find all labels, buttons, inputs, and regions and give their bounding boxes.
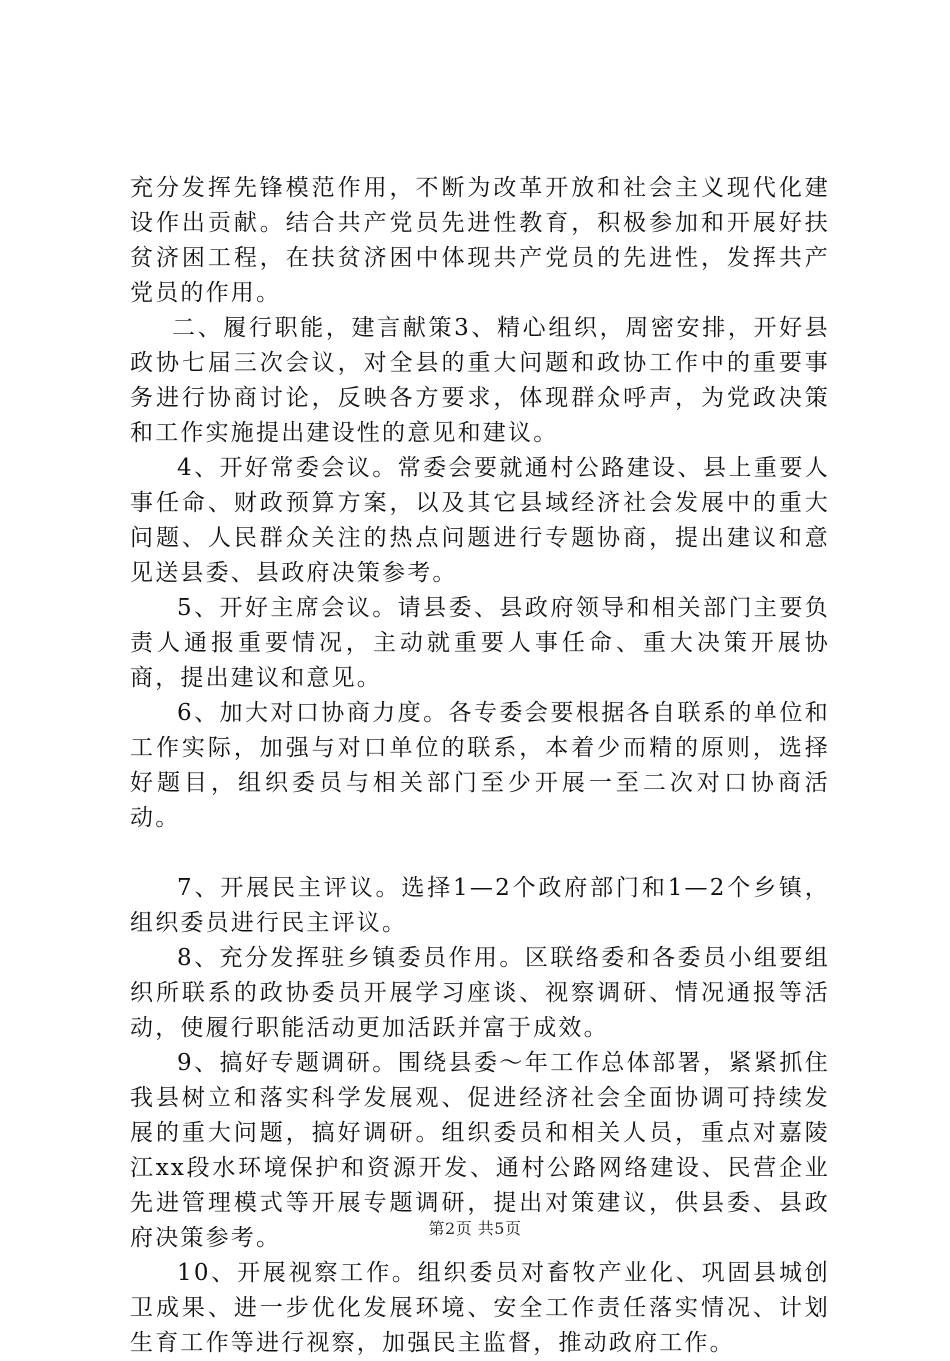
page-number-footer: 第2页 共5页 [428, 1219, 522, 1238]
paragraph-section-two: 二、履行职能，建言献策3、精心组织，周密安排，开好县政协七届三次会议，对全县的重大问题和政协工作中的重要事务进行协商讨论，反映各方要求，体现群众呼声，为党政决策和工作实施提出建设性的意见和建议。 [130, 315, 830, 446]
paragraph-item-4: 4、开好常委会议。常委会要就通村公路建设、县上重要人事任命、财政预算方案，以及其它县域经济社会发展中的重大问题、人民群众关注的热点问题进行专题协商，提出建议和意见送县委、县政府决策参考。 [130, 455, 830, 586]
paragraph-item-9: 9、搞好专题调研。围绕县委～年工作总体部署，紧紧抓住我县树立和落实科学发展观、促进经济社会全面协调可持续发展的重大问题，搞好调研。组织委员和相关人员，重点对嘉陵江xx段水环境保护和资源开发、通村公路网络建设、民营企业先进管理模式等开展专题调研，提出对策建议，供县委、县政府决策参考。 [130, 1050, 830, 1251]
paragraph-item-7: 7、开展民主评议。选择1—2个政府部门和1—2个乡镇，组织委员进行民主评议。 [130, 875, 830, 936]
paragraph-item-5: 5、开好主席会议。请县委、县政府领导和相关部门主要负责人通报重要情况，主动就重要人事任命、重大决策开展协商，提出建议和意见。 [130, 595, 830, 691]
paragraph-item-8: 8、充分发挥驻乡镇委员作用。区联络委和各委员小组要组织所联系的政协委员开展学习座谈、视察调研、情况通报等活动，使履行职能活动更加活跃并富于成效。 [130, 945, 830, 1041]
document-body [130, 171, 830, 1361]
paragraph-item-6: 6、加大对口协商力度。各专委会要根据各自联系的单位和工作实际，加强与对口单位的联系，本着少而精的原则，选择好题目，组织委员与相关部门至少开展一至二次对口协商活动。 [130, 700, 830, 831]
paragraph-continuation: 充分发挥先锋模范作用，不断为改革开放和社会主义现代化建设作出贡献。结合共产党员先进性教育，积极参加和开展好扶贫济困工程，在扶贫济困中体现共产党员的先进性，发挥共产党员的作用。 [130, 175, 830, 306]
paragraph-item-10: 10、开展视察工作。组织委员对畜牧产业化、巩固县城创卫成果、进一步优化发展环境、安全工作责任落实情况、计划生育工作等进行视察，加强民主监督，推动政府工作。 [130, 1260, 830, 1356]
paragraph-gap [130, 836, 830, 871]
